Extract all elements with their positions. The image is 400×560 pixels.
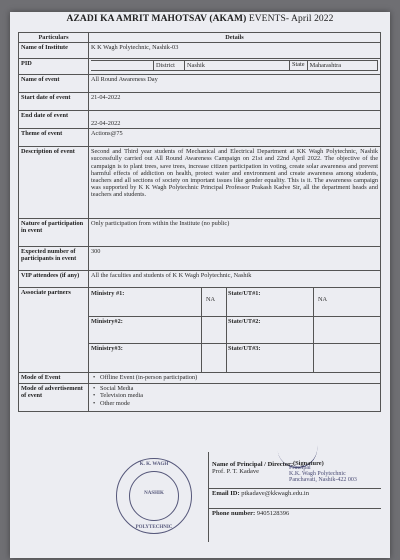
- participation-row: [19, 219, 381, 247]
- expected-participants-value: 300: [89, 247, 381, 271]
- expected-participants-label: Expected number of participants in event: [19, 247, 89, 271]
- institute-label: Name of Institute: [19, 43, 89, 59]
- mode-item: • Offline Event (in-person participation): [100, 374, 378, 382]
- end-date-value: 22-04-2022: [89, 111, 381, 129]
- email-block: [209, 488, 381, 498]
- state-value: Maharashtra: [307, 61, 377, 71]
- event-name-label: Name of event: [19, 75, 89, 93]
- vip-value: All the faculties and students of K K Wagh Polytechnic, Nashik: [89, 271, 381, 288]
- particulars-header: Particulars: [19, 33, 89, 43]
- title-rest: EVENTS- April 2022: [246, 14, 334, 24]
- event-name-value: All Round Awareness Day: [89, 75, 381, 93]
- advertisement-row: [19, 383, 381, 411]
- end-date-label: End date of event: [19, 111, 89, 129]
- ministry-2-label: Ministry#2:: [91, 318, 123, 326]
- principal-name-label: Name of Principal / Director:: [212, 461, 294, 468]
- institute-value: K K Wagh Polytechnic, Nashik-03: [89, 43, 381, 59]
- principal-name-block: [209, 460, 381, 476]
- mode-value: [89, 373, 381, 384]
- advertisement-item: • Social Media: [100, 385, 378, 393]
- advertisement-label: Mode of advertisement of event: [19, 383, 89, 411]
- ministry-1-label: Ministry #1:: [91, 290, 125, 298]
- vip-row: [19, 271, 381, 288]
- start-date-label: Start date of event: [19, 93, 89, 111]
- mode-label: Mode of Event: [19, 373, 89, 384]
- stamp-line-3: Panchavati, Nashik-422 003: [289, 477, 357, 483]
- signature-section: [18, 452, 380, 542]
- institute-seal: [116, 458, 192, 534]
- expected-participants-row: [19, 247, 381, 271]
- institute-row: [19, 43, 381, 59]
- event-details-table: [18, 32, 381, 412]
- ministry-3-label: Ministry#3:: [91, 345, 123, 353]
- theme-row: [19, 129, 381, 147]
- associate-partners-label: Associate partners: [19, 288, 89, 373]
- description-value: Second and Third year students of Mechanical and Electrical Department at KK Wagh Polytechnic, Nashik successfully carried out All Round Awareness Campaign on 21st and 22nd April 2022. The objective of the campaign is to plant trees, save trees, increase citizen participation in voting, create solar awareness and prevent harmful effects of addiction on health, protect water and environment and create awareness among students, teachers and all sections of society on important issues like gender equality. This is it. The awareness campaign was supported by K K Wagh Polytechnic Principal Professor Prakash Kadve Sir, all the department heads and teachers and students.: [89, 147, 381, 219]
- description-row: [19, 147, 381, 219]
- state-label: State: [290, 61, 308, 71]
- document-page: [10, 12, 390, 558]
- associate-partners-grid: [89, 288, 381, 373]
- principal-name: Prof. P. T. Kadave: [212, 468, 260, 475]
- email-value: ptkadave@kkwagh.edu.in: [241, 490, 309, 497]
- participation-value: Only participation from within the Institute (no public): [89, 219, 381, 247]
- description-label: Description of event: [19, 147, 89, 219]
- district-label: District: [154, 61, 185, 71]
- phone-label: Phone number:: [212, 510, 256, 517]
- pid-row: [19, 59, 381, 75]
- state-ut-2-label: State/UT#2:: [228, 318, 261, 326]
- phone-value: 9405128396: [256, 510, 290, 517]
- participation-label: Nature of participation in event: [19, 219, 89, 247]
- signature-label: (Signature): [293, 460, 324, 467]
- start-date-value: 21-04-2022: [89, 93, 381, 111]
- stamp-line-1: Principal: [289, 465, 311, 471]
- pid-details: [89, 59, 381, 75]
- advertisement-item: • Television media: [100, 392, 378, 400]
- vip-label: VIP attendees (if any): [19, 271, 89, 288]
- district-value: Nashik: [185, 61, 290, 71]
- document-title: [10, 14, 390, 24]
- advertisement-item: • Other mode: [100, 400, 378, 408]
- state-ut-3-label: State/UT#3:: [228, 345, 261, 353]
- state-na: NA: [318, 296, 328, 304]
- seal-top-text: K. K. WAGH: [139, 462, 169, 467]
- start-date-row: [19, 93, 381, 111]
- end-date-row: [19, 111, 381, 129]
- associate-partners-row: [19, 288, 381, 373]
- theme-value: Actions@75: [89, 129, 381, 147]
- email-label: Email ID:: [212, 490, 240, 497]
- mode-row: [19, 373, 381, 384]
- principal-details: [208, 452, 381, 542]
- table-header-row: [19, 33, 381, 43]
- advertisement-list: [89, 383, 381, 411]
- pid-value: [91, 61, 154, 71]
- state-ut-1-label: State/UT#1:: [228, 290, 261, 298]
- title-main: AZADI KA AMRIT MAHOTSAV (AKAM): [66, 14, 247, 24]
- seal-bottom-text: POLYTECHNIC: [135, 525, 173, 530]
- event-name-row: [19, 75, 381, 93]
- seal-middle-text: NASHIK: [144, 491, 164, 496]
- ministry-na: NA: [206, 296, 216, 304]
- stamp-line-2: K.K. Wagh Polytechnic: [289, 471, 346, 477]
- phone-block: [209, 508, 381, 518]
- details-header: Details: [89, 33, 381, 43]
- theme-label: Theme of event: [19, 129, 89, 147]
- pid-label: PID: [19, 59, 89, 75]
